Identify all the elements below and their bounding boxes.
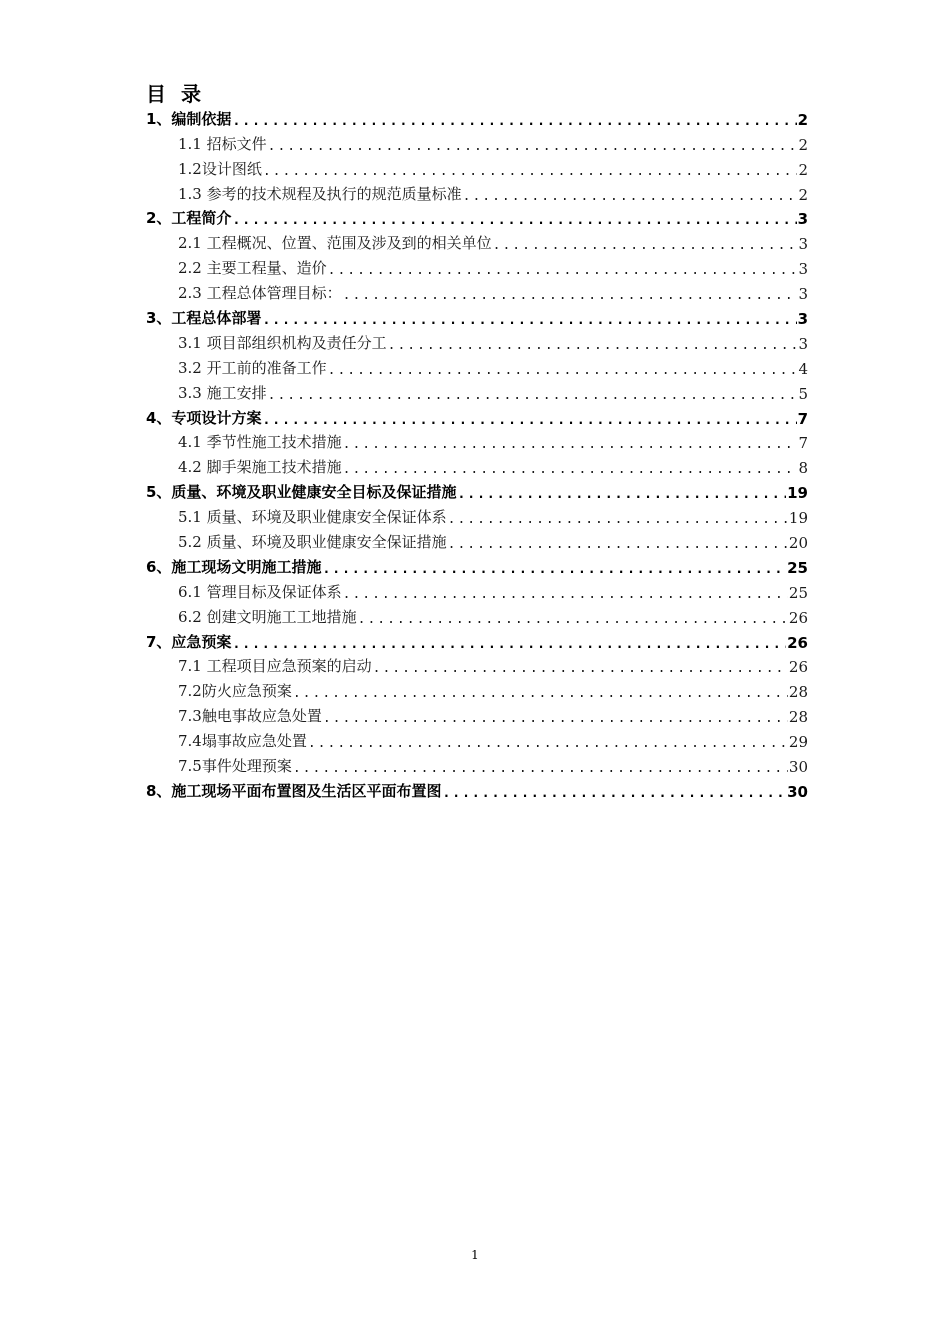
toc-dot-leader xyxy=(328,363,798,378)
table-of-contents xyxy=(146,104,808,801)
toc-subsection-entry[interactable] xyxy=(146,602,808,627)
toc-entry-label: 1、编制依据 xyxy=(146,109,232,128)
toc-entry-page-number: 29 xyxy=(788,733,808,752)
page-number: 1 xyxy=(471,1248,479,1262)
toc-entry-label: 6.2 创建文明施工工地措施 xyxy=(178,607,357,626)
toc-entry-label: 1.1 招标文件 xyxy=(178,134,267,153)
toc-entry-label: 7、应急预案 xyxy=(146,632,232,651)
toc-entry-label: 5.1 质量、环境及职业健康安全保证体系 xyxy=(178,508,447,527)
toc-dot-leader xyxy=(442,786,786,801)
toc-subsection-entry[interactable] xyxy=(146,502,808,527)
toc-entry-page-number: 26 xyxy=(787,633,808,652)
toc-entry-page-number: 2 xyxy=(798,185,808,204)
toc-subsection-entry[interactable] xyxy=(146,726,808,751)
toc-entry-label: 6、施工现场文明施工措施 xyxy=(146,557,322,576)
toc-section-entry[interactable] xyxy=(146,776,808,801)
toc-entry-page-number: 3 xyxy=(798,260,808,279)
toc-entry-label: 4.2 脚手架施工技术措施 xyxy=(178,458,342,477)
toc-dot-leader xyxy=(262,313,796,328)
toc-entry-label: 6.1 管理目标及保证体系 xyxy=(178,582,342,601)
toc-subsection-entry[interactable] xyxy=(146,676,808,701)
toc-subsection-entry[interactable] xyxy=(146,577,808,602)
toc-subsection-entry[interactable] xyxy=(146,328,808,353)
toc-dot-leader xyxy=(493,238,798,253)
toc-dot-leader xyxy=(263,164,798,179)
toc-subsection-entry[interactable] xyxy=(146,452,808,477)
toc-section-entry[interactable] xyxy=(146,104,808,129)
toc-entry-page-number: 3 xyxy=(798,235,808,254)
toc-subsection-entry[interactable] xyxy=(146,527,808,552)
toc-entry-label: 8、施工现场平面布置图及生活区平面布置图 xyxy=(146,781,442,800)
toc-entry-page-number: 3 xyxy=(798,285,808,304)
toc-subsection-entry[interactable] xyxy=(146,129,808,154)
toc-dot-leader xyxy=(388,338,798,353)
toc-entry-page-number: 25 xyxy=(787,558,808,577)
toc-section-entry[interactable] xyxy=(146,303,808,328)
toc-dot-leader xyxy=(308,736,788,751)
toc-entry-label: 7.5事件处理预案 xyxy=(178,757,292,776)
toc-subsection-entry[interactable] xyxy=(146,154,808,179)
toc-section-entry[interactable] xyxy=(146,477,808,502)
toc-entry-page-number: 2 xyxy=(797,110,808,129)
toc-entry-page-number: 28 xyxy=(788,683,808,702)
toc-dot-leader xyxy=(448,512,788,527)
toc-entry-page-number: 26 xyxy=(788,658,808,677)
toc-title: 目 录 xyxy=(146,82,205,106)
toc-dot-leader xyxy=(293,761,788,776)
toc-dot-leader xyxy=(323,711,788,726)
toc-entry-label: 3.3 施工安排 xyxy=(178,383,267,402)
toc-dot-leader xyxy=(232,213,796,228)
toc-dot-leader xyxy=(457,487,786,502)
toc-entry-page-number: 3 xyxy=(798,334,808,353)
toc-dot-leader xyxy=(268,388,798,403)
toc-dot-leader xyxy=(328,263,798,278)
toc-dot-leader xyxy=(343,288,798,303)
toc-dot-leader xyxy=(358,612,788,627)
toc-subsection-entry[interactable] xyxy=(146,179,808,204)
toc-entry-page-number: 20 xyxy=(788,534,808,553)
toc-entry-page-number: 5 xyxy=(798,384,808,403)
toc-entry-label: 7.1 工程项目应急预案的启动 xyxy=(178,657,372,676)
toc-dot-leader xyxy=(463,189,798,204)
toc-dot-leader xyxy=(232,637,786,652)
toc-entry-page-number: 3 xyxy=(797,210,808,229)
toc-entry-label: 1.2设计图纸 xyxy=(178,159,262,178)
toc-entry-page-number: 2 xyxy=(798,160,808,179)
toc-entry-label: 5、质量、环境及职业健康安全目标及保证措施 xyxy=(146,483,457,502)
toc-dot-leader xyxy=(232,114,796,129)
toc-dot-leader xyxy=(343,462,798,477)
toc-section-entry[interactable] xyxy=(146,403,808,428)
toc-entry-label: 7.2防火应急预案 xyxy=(178,682,292,701)
toc-subsection-entry[interactable] xyxy=(146,253,808,278)
toc-subsection-entry[interactable] xyxy=(146,751,808,776)
toc-entry-page-number: 25 xyxy=(788,583,808,602)
toc-entry-label: 2.2 主要工程量、造价 xyxy=(178,259,327,278)
toc-entry-label: 2、工程简介 xyxy=(146,209,232,228)
toc-entry-label: 7.3触电事故应急处置 xyxy=(178,707,322,726)
toc-dot-leader xyxy=(343,587,788,602)
toc-dot-leader xyxy=(448,537,788,552)
toc-entry-label: 1.3 参考的技术规程及执行的规范质量标准 xyxy=(178,184,462,203)
toc-entry-label: 4.1 季节性施工技术措施 xyxy=(178,433,342,452)
toc-entry-label: 4、专项设计方案 xyxy=(146,408,262,427)
toc-entry-page-number: 30 xyxy=(787,782,808,801)
toc-section-entry[interactable] xyxy=(146,627,808,652)
toc-entry-page-number: 7 xyxy=(798,434,808,453)
toc-entry-page-number: 19 xyxy=(788,509,808,528)
toc-entry-label: 3、工程总体部署 xyxy=(146,309,262,328)
toc-entry-label: 3.1 项目部组织机构及责任分工 xyxy=(178,333,387,352)
toc-dot-leader xyxy=(293,686,788,701)
toc-entry-label: 5.2 质量、环境及职业健康安全保证措施 xyxy=(178,533,447,552)
toc-dot-leader xyxy=(373,661,788,676)
toc-entry-label: 2.3 工程总体管理目标： xyxy=(178,284,342,303)
toc-subsection-entry[interactable] xyxy=(146,228,808,253)
toc-entry-page-number: 4 xyxy=(798,359,808,378)
toc-subsection-entry[interactable] xyxy=(146,701,808,726)
toc-section-entry[interactable] xyxy=(146,204,808,229)
toc-entry-page-number: 19 xyxy=(787,484,808,503)
toc-subsection-entry[interactable] xyxy=(146,378,808,403)
toc-entry-label: 3.2 开工前的准备工作 xyxy=(178,358,327,377)
toc-entry-page-number: 26 xyxy=(788,608,808,627)
toc-section-entry[interactable] xyxy=(146,552,808,577)
toc-entry-label: 2.1 工程概况、位置、范围及涉及到的相关单位 xyxy=(178,234,492,253)
toc-subsection-entry[interactable] xyxy=(146,278,808,303)
toc-entry-page-number: 3 xyxy=(797,310,808,329)
toc-entry-page-number: 30 xyxy=(788,758,808,777)
toc-dot-leader xyxy=(343,437,798,452)
toc-entry-page-number: 2 xyxy=(798,135,808,154)
toc-entry-page-number: 7 xyxy=(797,409,808,428)
toc-subsection-entry[interactable] xyxy=(146,652,808,677)
toc-entry-page-number: 8 xyxy=(798,459,808,478)
toc-entry-label: 7.4塌事故应急处置 xyxy=(178,732,307,751)
toc-dot-leader xyxy=(268,139,798,154)
toc-subsection-entry[interactable] xyxy=(146,428,808,453)
toc-dot-leader xyxy=(262,413,796,428)
toc-dot-leader xyxy=(322,562,786,577)
toc-entry-page-number: 28 xyxy=(788,708,808,727)
toc-subsection-entry[interactable] xyxy=(146,353,808,378)
